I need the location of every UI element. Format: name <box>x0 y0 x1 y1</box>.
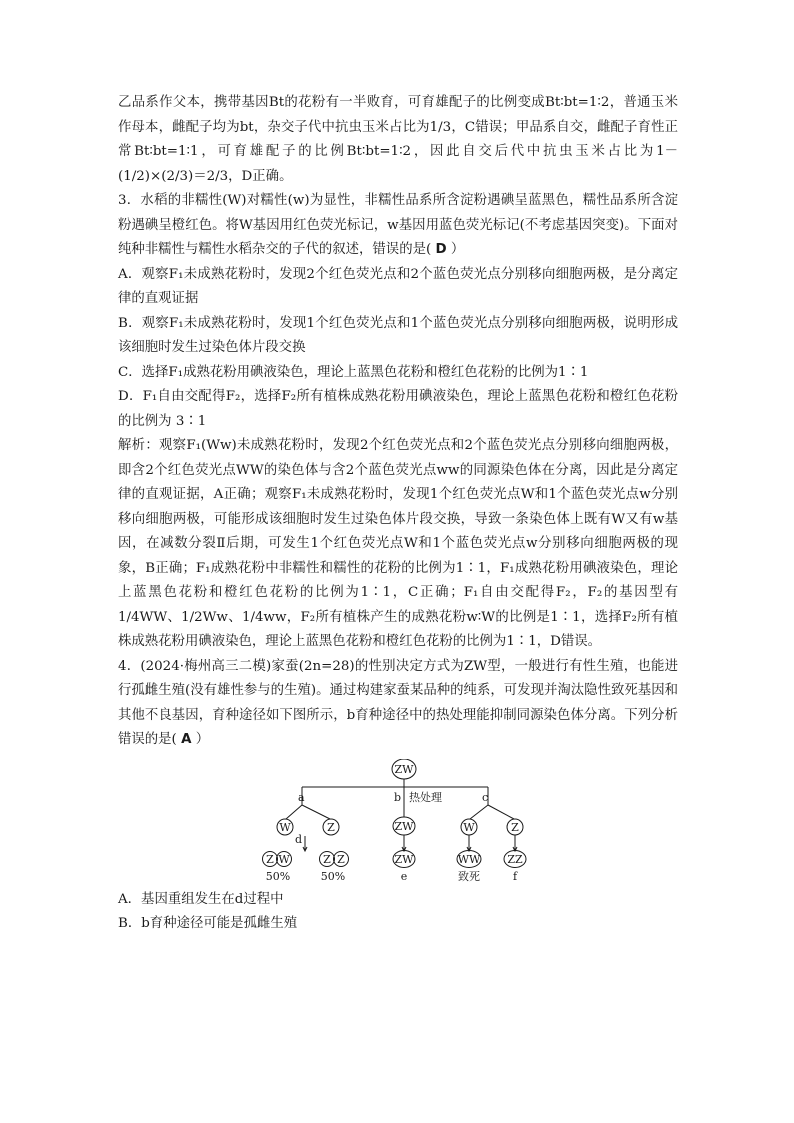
offspring2-right: Z <box>337 852 345 866</box>
gamete-z-label: Z <box>327 820 335 834</box>
question-3-explanation: 解析：观察F₁(Ww)未成熟花粉时，发现2个红色荧光点和2个蓝色荧光点分别移向细胞两极，即含2个红色荧光点WW的染色体与含2个蓝色荧光点ww的同源染色体在分离，因此是分离定律的直观证据，A正确；观察F₁未成熟花粉时，发现1个红色荧光点W和1个蓝色荧光点w分别移向细胞两极，可能形成该细胞时发生过染色体片段交换，导致一条染色体上既有W又有w基因，在减数分裂Ⅱ后期，可发生1个红色荧光点W和1个蓝色荧光点w分别移向细胞两极的现象，B正确；F₁成熟花粉中非糯性和糯性的花粉的比例为1∶1，F₁成熟花粉用碘液染色，理论上蓝黑色花粉和橙红色花粉的比例为1∶1，C正确；F₁自由交配得F₂，F₂的基因型有1/4WW、1/2Ww、1/4ww，F₂所有植株产生的成熟花粉w∶W的比例是1∶1，选择F₂所有植株成熟花粉用碘液染色，理论上蓝黑色花粉和橙红色花粉的比例为1∶1，D错误。 <box>118 438 678 649</box>
root-label: ZW <box>394 762 414 776</box>
breeding-diagram-svg <box>118 759 678 884</box>
offspring-e-label: e <box>400 869 408 883</box>
percent-1: 50% <box>265 869 291 883</box>
heat-treatment-label: 热处理 <box>409 790 442 804</box>
c-gamete-z-label: Z <box>511 820 519 834</box>
c-offspring-zz-label: ZZ <box>507 852 523 866</box>
question-4-option-a: A．基因重组发生在d过程中 <box>118 891 284 907</box>
question-3-close: ） <box>450 242 465 257</box>
question-3-option-b: B．观察F₁未成熟花粉时，发现1个红色荧光点和1个蓝色荧光点分别移向细胞两极，说明形成该细胞时发生过染色体片段交换 <box>118 315 678 355</box>
question-3-stem <box>118 189 678 263</box>
question-3-option-d: D．F₁自由交配得F₂，选择F₂所有植株成熟花粉用碘液染色，理论上蓝黑色花粉和橙红色花粉的比例为 3∶1 <box>118 389 678 429</box>
question-4-stem <box>118 655 678 753</box>
document-page <box>118 91 678 937</box>
percent-2: 50% <box>320 869 346 883</box>
breeding-diagram <box>118 759 678 884</box>
question-4-stem-text: 4．(2024·梅州高三二模)家蚕(2n=28)的性别决定方式为ZW型，一般进行有性生殖，也能进行孤雌生殖(没有雄性参与的生殖)。通过构建家蚕某品种的纯系，可发现并淘汰隐性致死基因和其他不良基因，育种途径如下图所示，b育种途径中的热处理能抑制同源染色体分离。下列分析错误的是( <box>118 658 678 747</box>
question-3-option-a: A．观察F₁未成熟花粉时，发现2个红色荧光点和2个蓝色荧光点分别移向细胞两极，是分离定律的直观证据 <box>118 266 678 306</box>
process-d-label: d <box>295 832 303 846</box>
offspring2-left: Z <box>323 852 331 866</box>
question-4-close: ） <box>195 732 210 747</box>
question-3-stem-text: 3．水稻的非糯性(W)对糯性(w)为显性，非糯性品系所含淀粉遇碘呈蓝黑色，糯性品系所含淀粉遇碘呈橙红色。将W基因用红色荧光标记，w基因用蓝色荧光标记(不考虑基因突变)。下面对纯种非糯性与糯性水稻杂交的子代的叙述，错误的是( <box>118 193 678 257</box>
question-3-answer: D <box>435 242 447 257</box>
offspring-f-label: f <box>512 869 518 883</box>
c-offspring-ww-label: WW <box>457 852 481 866</box>
offspring1-left: Z <box>266 852 274 866</box>
paragraph-q2-explanation-end: 乙品系作父本，携带基因Bt的花粉有一半败育，可育雄配子的比例变成Bt∶bt=1∶2，普通玉米作母本，雌配子均为bt，杂交子代中抗虫玉米占比为1/3，C错误；甲品系自交，雌配子育性正常Bt∶bt=1∶1，可育雄配子的比例Bt∶bt=1∶2，因此自交后代中抗虫玉米占比为1－(1/2)×(2/3)＝2/3，D正确。 <box>118 95 678 184</box>
question-3-option-c: C．选择F₁成熟花粉用碘液染色，理论上蓝黑色花粉和橙红色花粉的比例为1∶1 <box>118 364 589 380</box>
branch-c-label: c <box>482 790 489 804</box>
question-4-answer: A <box>181 732 192 747</box>
lethal-label: 致死 <box>458 869 480 883</box>
branch-a-label: a <box>298 790 305 804</box>
offspring1-right: W <box>278 852 290 866</box>
branch-b-label: b <box>394 790 402 804</box>
b-intermediate-label: ZW <box>394 819 414 833</box>
gamete-w-label: W <box>279 820 291 834</box>
b-offspring-label: ZW <box>394 852 414 866</box>
question-4-option-b: B．b育种途径可能是孤雌生殖 <box>118 916 298 931</box>
c-gamete-w-label: W <box>463 820 475 834</box>
